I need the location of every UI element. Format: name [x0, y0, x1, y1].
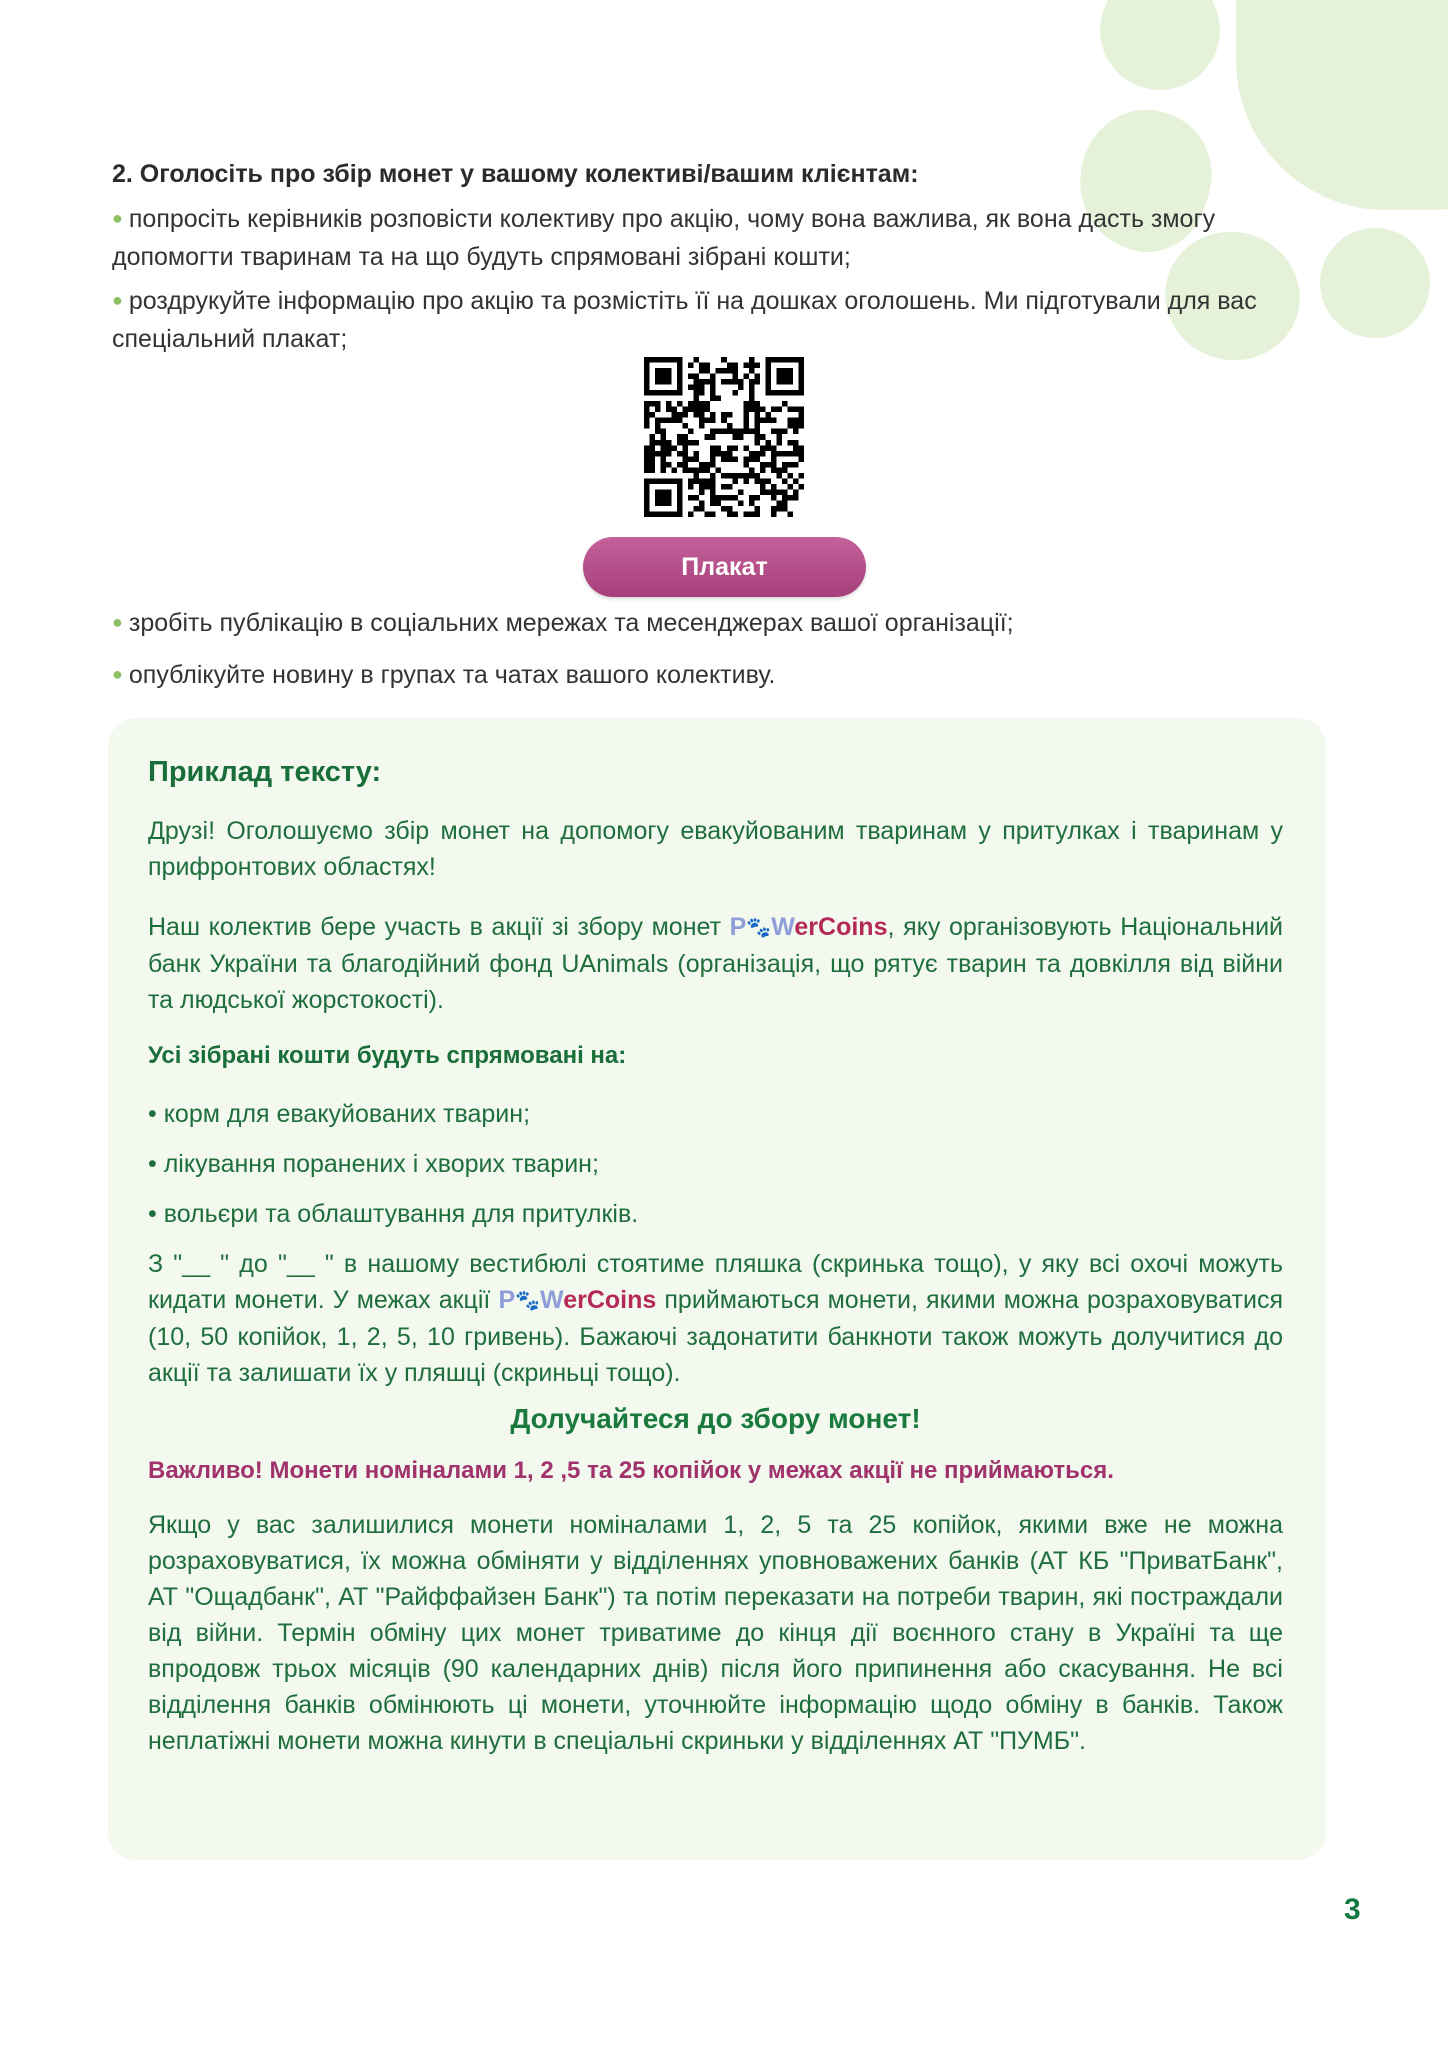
powercoins-logo: P🐾WerCoins [498, 1286, 656, 1314]
bullet-icon: ● [112, 208, 123, 228]
bullet-icon: ● [112, 612, 123, 632]
example-paragraph: Наш колектив бере участь в акції зі збору монет P🐾WerCoins, яку організовують Національний банк України та благодійний фонд UAnimals (організація, що рятує тварин та довкілля від війни та людської жорстокості). [148, 909, 1283, 1018]
paw-toe-decoration [1080, 0, 1239, 110]
poster-button[interactable]: Плакат [583, 537, 866, 597]
list-item: • корм для евакуйованих тварин; [148, 1100, 531, 1128]
list-item: • лікування поранених і хворих тварин; [148, 1150, 599, 1178]
section-heading: 2. Оголосіть про збір монет у вашому колективі/вашим клієнтам: [112, 160, 919, 188]
qr-code-image [644, 357, 804, 517]
bullet-icon: ● [112, 664, 123, 684]
qr-code-icon[interactable] [644, 357, 804, 517]
important-note: Важливо! Монети номіналами 1, 2 ,5 та 25 копійок у межах акції не приймаються. [148, 1457, 1114, 1484]
page-number: 3 [1344, 1893, 1361, 1926]
list-item: ● опублікуйте новину в групах та чатах вашого колективу. [112, 661, 776, 689]
bullet-icon: ● [112, 290, 123, 310]
paw-icon: 🐾 [515, 1290, 541, 1312]
example-paragraph: Друзі! Оголошуємо збір монет на допомогу евакуйованим тваринам у притулках і тваринам у прифронтових областях! [148, 817, 1283, 881]
example-text-card [108, 718, 1326, 1860]
instructions-section [112, 160, 1327, 365]
list-item: • вольєри та облаштування для притулків. [148, 1200, 639, 1228]
instructions-list-bottom [112, 605, 1327, 703]
paw-icon: 🐾 [746, 917, 772, 939]
example-paragraph: З "__ " до "__ " в нашому вестибюлі стоятиме пляшка (скринька тощо), у яку всі охочі можуть кидати монети. У межах акції P🐾WerCoins приймаються монети, якими можна розраховуватися (10, 50 копійок, 1, 2, 5, 10 гривень). Бажаючі задонатити банкноти також можуть долучитися до акції та залишати їх у пляшці (скриньці тощо). [148, 1250, 1283, 1387]
example-title: Приклад тексту: [148, 756, 382, 788]
list-item: ● роздрукуйте інформацію про акцію та розмістіть її на дошках оголошень. Ми підготували для вас спеціальний плакат; [112, 287, 1257, 353]
call-to-action: Долучайтеся до збору монет! [510, 1403, 921, 1434]
funds-heading: Усі зібрані кошти будуть спрямовані на: [148, 1042, 627, 1069]
example-paragraph: Якщо у вас залишилися монети номіналами 1, 2, 5 та 25 копійок, якими вже не можна розраховуватися, їх можна обміняти у відділеннях уповноважених банків (АТ КБ "ПриватБанк", АТ "Ощадбанк", АТ "Райффайзен Банк") та потім переказати на потреби тварин, які постраждали від війни. Термін обміну цих монет триватиме до кінця дії воєнного стану в Україні та ще впродовж трьох місяців (90 календарних днів) після його припинення або скасування. Не всі відділення банків обмінюють ці монети, уточнюйте інформацію щодо обміну в банків. Також неплатіжні монети можна кинути в спеціальні скриньки у відділеннях АТ "ПУМБ". [148, 1511, 1283, 1755]
list-item: ● попросіть керівників розповісти колективу про акцію, чому вона важлива, як вона дасть змогу допомогти тваринам та на що будуть спрямовані зібрані кошти; [112, 205, 1216, 271]
powercoins-logo: P🐾WerCoins [730, 913, 888, 941]
list-item: ● зробіть публікацію в соціальних мережах та месенджерах вашої організації; [112, 609, 1014, 637]
